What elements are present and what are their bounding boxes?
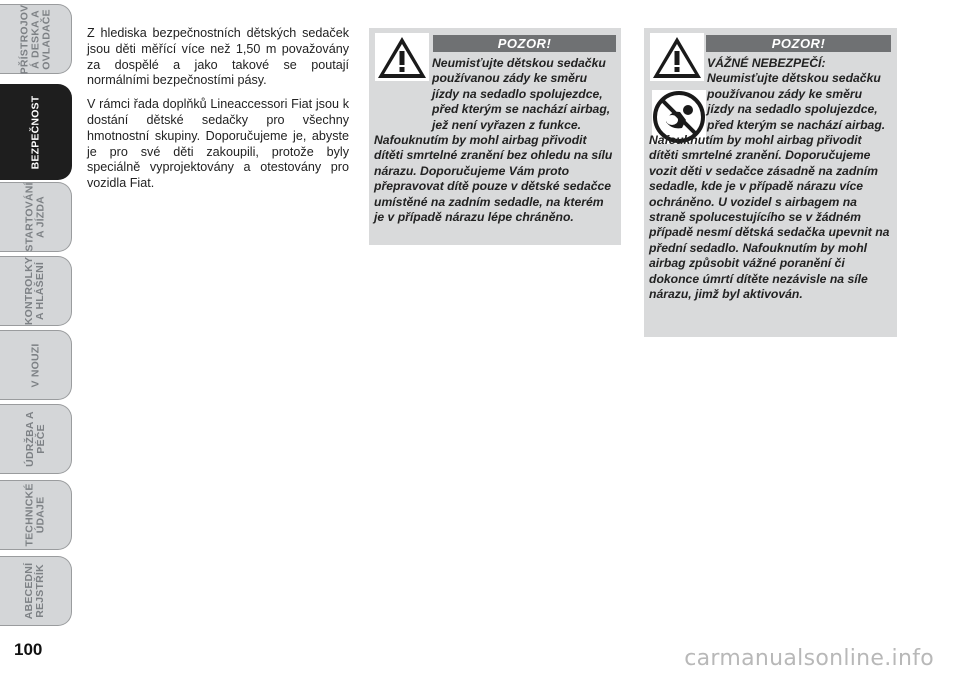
tab-pristrojova-deska[interactable]: PŘÍSTROJOV Á DESKA A OVLADAČE	[0, 4, 72, 74]
body-text	[87, 26, 349, 200]
tab-bezpecnost[interactable]: BEZPEČNOST	[0, 84, 72, 180]
warning-title: POZOR!	[706, 35, 891, 52]
tab-kontrolky[interactable]: KONTROLKY A HLÁŠENÍ	[0, 256, 72, 326]
warning-text: Neumisťujte dětskou sedačku používanou zády ke směru jízdy na sedadlo spolujezdce, před kterým se nachází airbag, jež není vyřazen z funkce. Nafouknutím by mohl airbag přivodit dítěti smrtelné zranění bez ohledu na sílu nárazu. Doporučujeme Vám proto přepravovat dítě pouze v dětské sedačce umístěné na zadním sedadle, na kterém je v případě nárazu lépe chráněno.	[374, 56, 613, 225]
page-number: 100	[14, 640, 43, 659]
paragraph: Z hlediska bezpečnostních dětských sedaček jsou děti měřící více než 1,50 m považovány za dospělé a jako takové se poutají normálními bezpečnostími pásy.	[87, 26, 349, 88]
tab-technicke-udaje[interactable]: TECHNICKÉ ÚDAJE	[0, 480, 72, 550]
warning-box	[369, 28, 621, 245]
warning-text: VÁŽNÉ NEBEZPEČÍ: Neumisťujte dětskou sedačku používanou zády ke směru jízdy na sedadlo spolujezdce, před kterým se nachází airbag. Nafouknutím by mohl airbag přivodit dítěti smrtelné zranění. Doporučujeme vozit děti v sedačce zásadně na zadním sedadle, kde je v případě nárazu více ochráněno. U vozidel s airbagem na straně spolucestujícího se v žádném případě nesmí dětská sedačka upevnit na přední sedadlo. Nafouknutím by mohl airbag způsobit vážné poranění či dokonce úmrtí dítěte nezávisle na síle nárazu, jimž byl aktivován.	[649, 56, 890, 302]
tab-v-nouzi[interactable]: V NOUZI	[0, 330, 72, 400]
warning-title: POZOR!	[433, 35, 616, 52]
tab-abecedni-rejstrik[interactable]: ABECEDNÍ REJSTŘÍK	[0, 556, 72, 626]
tab-startovani[interactable]: STARTOVÁNÍ A JÍZDA	[0, 182, 72, 252]
paragraph: V rámci řada doplňků Lineaccessori Fiat jsou k dostání dětské sedačky pro všechny hmotnostní skupiny. Doporučujeme je, abyste je pro své děti zakoupili, protože byly speciálně vyprojektovány a otestovány pro vozidla Fiat.	[87, 97, 349, 191]
tab-udrzba[interactable]: ÚDRŽBA A PÉČE	[0, 404, 72, 474]
section-tabs	[0, 0, 75, 640]
watermark: carmanualsonline.info	[684, 646, 934, 671]
warning-box	[644, 28, 897, 337]
